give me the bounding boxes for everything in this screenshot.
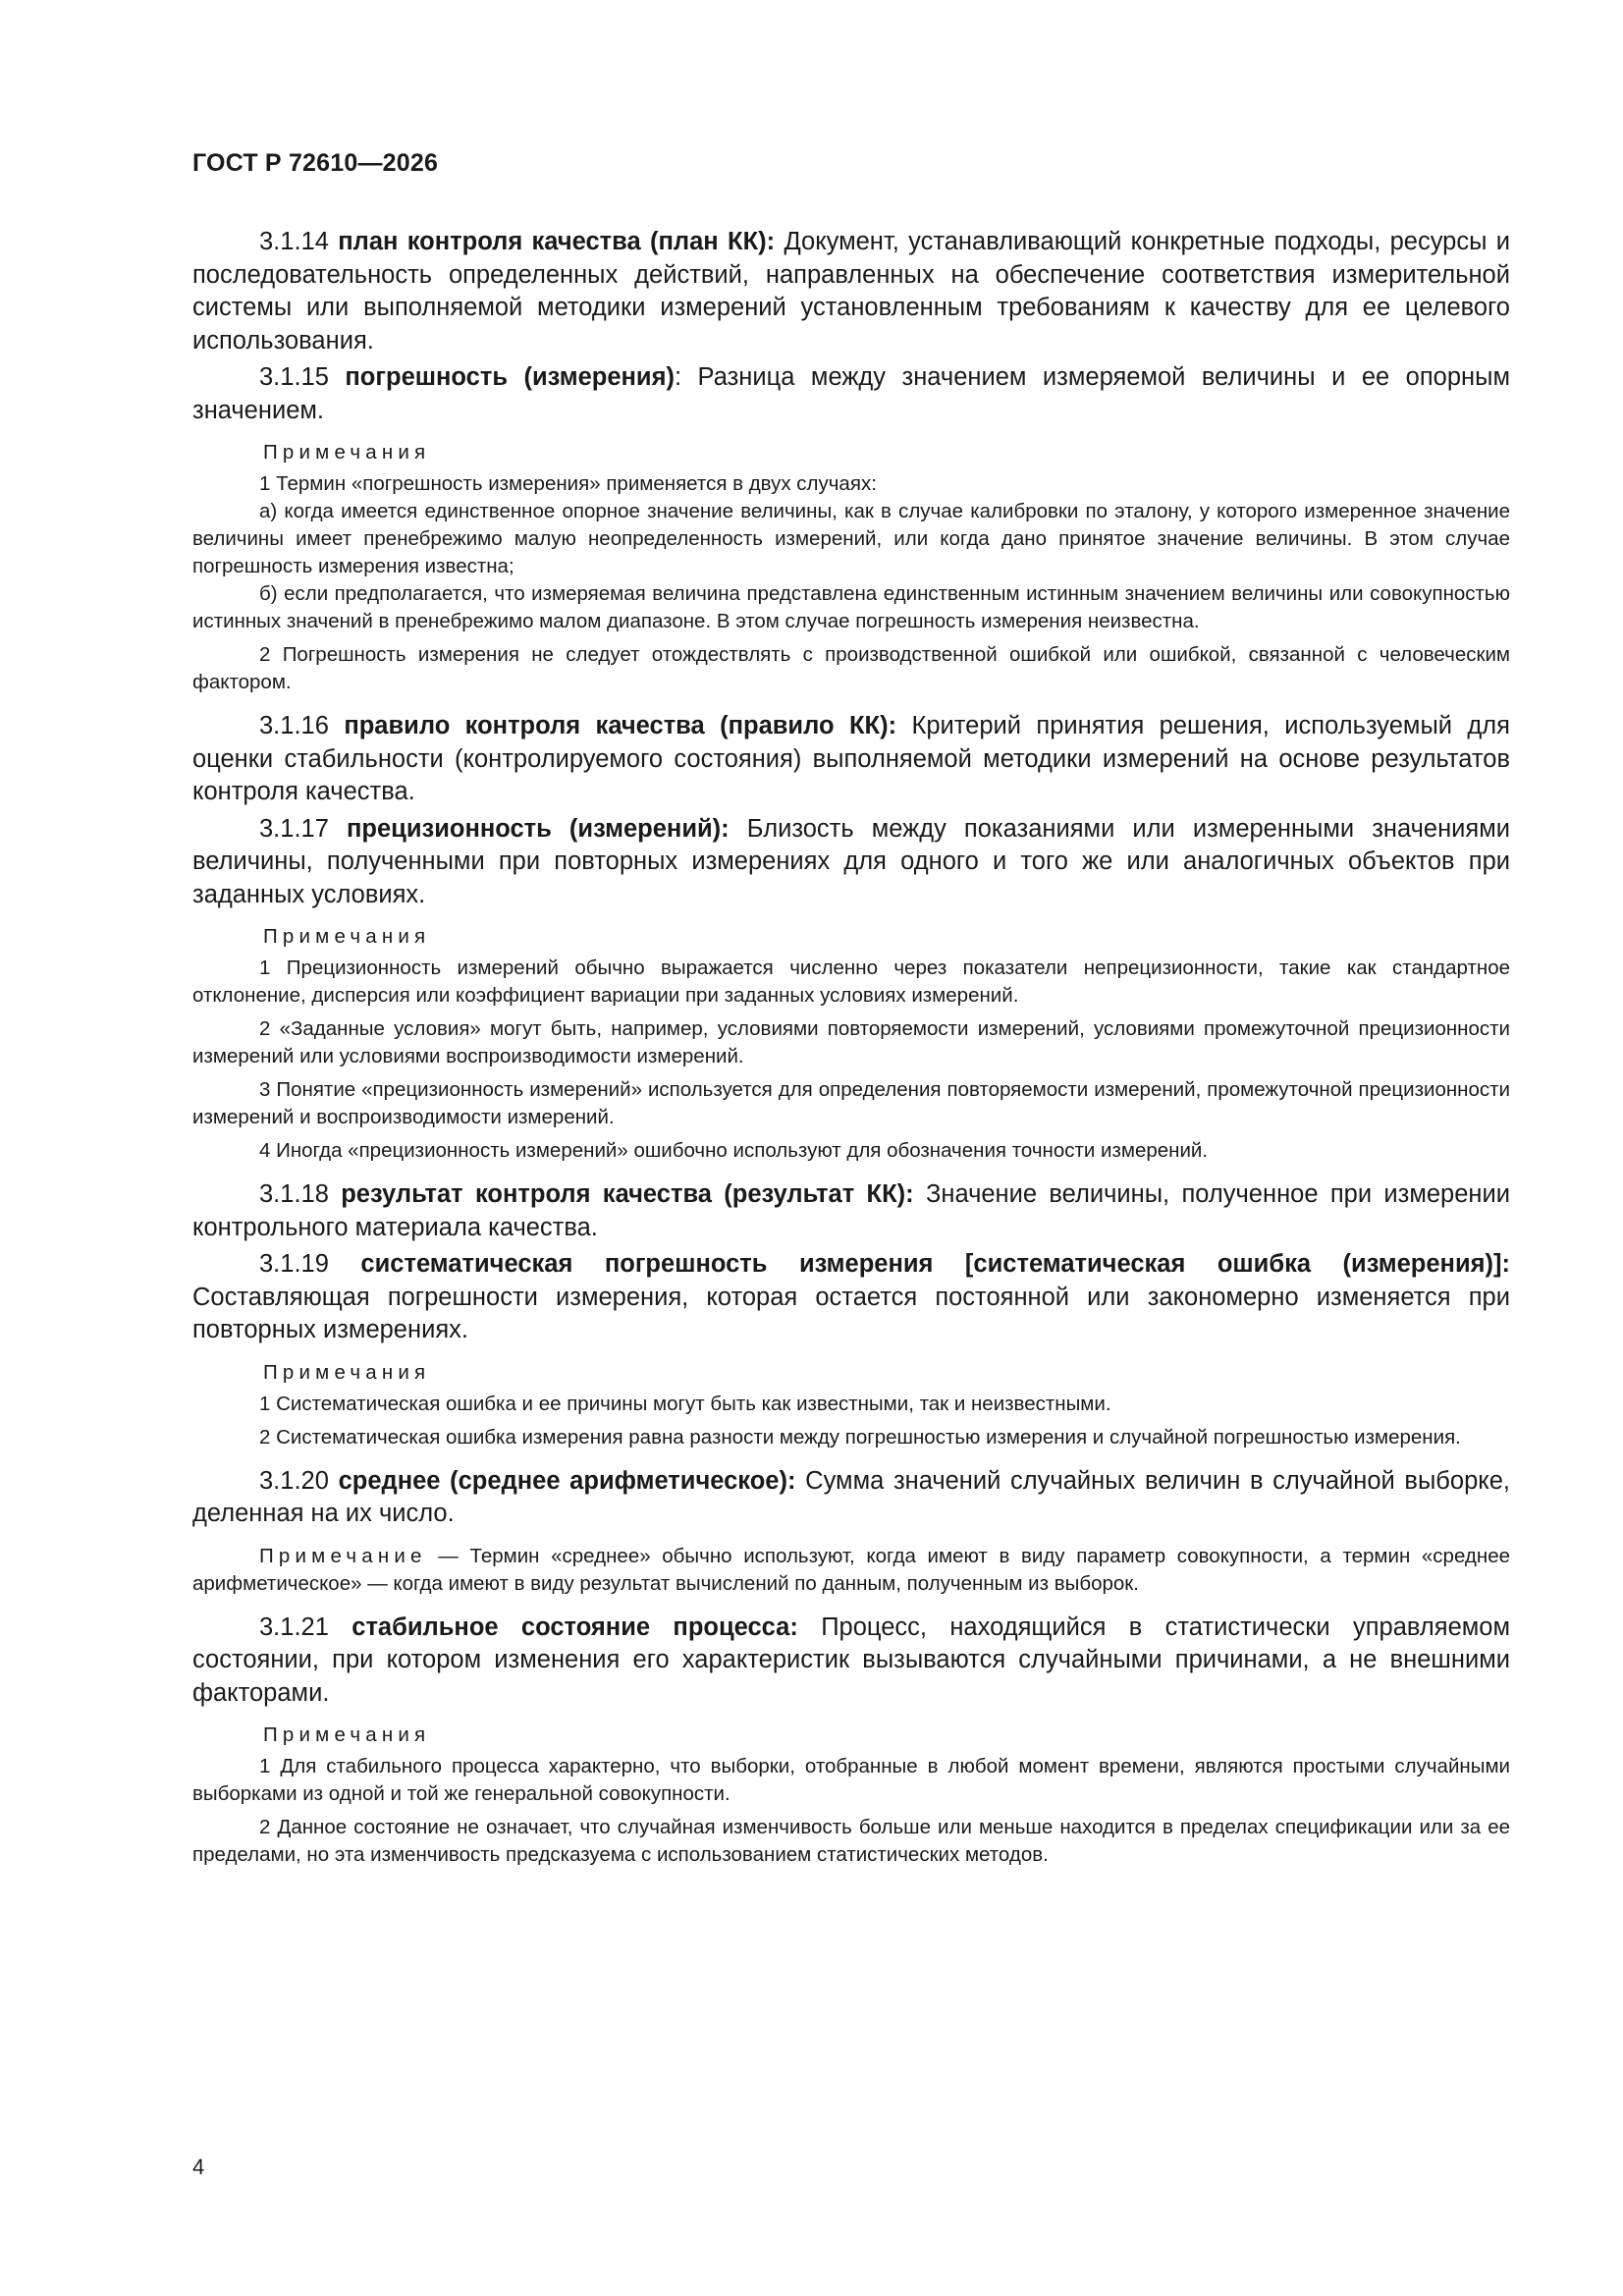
- term-number: 3.1.16: [259, 712, 329, 739]
- term-number: 3.1.18: [259, 1180, 329, 1208]
- term-title: стабильное состояние процесса:: [352, 1613, 798, 1641]
- note-item: 2 Данное состояние не означает, что случайная изменчивость больше или меньше находится в пределах спецификации или за ее пределами, но эта изменчивость предсказуема с использованием статистических методов.: [192, 1816, 1510, 1866]
- term-definition: Документ, устанавливающий конкретные подходы, ресурсы и последовательность определенных действий, направленных на обеспечение соответствия измерительной системы или выполняемой методики измерений установленным требованиям к качеству для ее целевого использования.: [192, 228, 1511, 355]
- note-item: 3 Понятие «прецизионность измерений» используется для определения повторяемости измерений, промежуточной прецизионности измерений и воспроизводимости измерений.: [192, 1078, 1510, 1128]
- term-title: правило контроля качества (правило КК):: [344, 712, 897, 739]
- note-label: Примечание: [259, 1544, 427, 1567]
- note-item: 1 Для стабильного процесса характерно, что выборки, отобранные в любой момент времени, являются простыми случайными выборками из одной и той же генеральной совокупности.: [192, 1755, 1510, 1805]
- term-definition: Критерий принятия решения, используемый для оценки стабильности (контролируемого состояния) выполняемой методики измерений на основе результатов контроля качества.: [192, 712, 1510, 805]
- note-item: 1 Систематическая ошибка и ее причины могут быть как известными, так и неизвестными.: [259, 1392, 1111, 1415]
- notes-heading: Примечания: [263, 925, 431, 948]
- term-definition: Значение величины, полученное при измерении контрольного материала качества.: [192, 1180, 1510, 1241]
- single-note: [192, 1543, 1510, 1598]
- term-definition: Составляющая погрешности измерения, которая остается постоянной или закономерно изменяется при повторных измерениях.: [192, 1283, 1510, 1343]
- term-number: 3.1.17: [259, 814, 329, 843]
- note-text: — Термин «среднее» обычно используют, когда имеют в виду параметр совокупности, а термин «среднее арифметическое» — когда имеют в виду результат вычислений по данным, полученным из выборок.: [192, 1544, 1510, 1595]
- term-title: систематическая погрешность измерения [систематическая ошибка (измерения)]:: [360, 1250, 1510, 1278]
- term-title: результат контроля качества (результат КК):: [341, 1180, 914, 1208]
- document-code-header: ГОСТ Р 72610—2026: [192, 149, 439, 177]
- term-3-1-20: [192, 1465, 1510, 1531]
- term-number: 3.1.19: [259, 1250, 329, 1278]
- term-title: прецизионность (измерений):: [347, 814, 730, 843]
- term-number: 3.1.14: [259, 228, 329, 255]
- note-item: 4 Иногда «прецизионность измерений» ошибочно используют для обозначения точности измерений.: [259, 1139, 1209, 1162]
- note-item: 1 Прецизионность измерений обычно выражается численно через показатели непрецизионности, такие как стандартное отклонение, дисперсия или коэффициент вариации при заданных условиях измерений.: [192, 957, 1510, 1007]
- notes-heading: Примечания: [263, 1360, 431, 1384]
- term-number: 3.1.20: [259, 1466, 329, 1495]
- document-body: [192, 226, 1510, 1875]
- term-definition: Сумма значений случайных величин в случайной выборке, деленная на их число.: [192, 1466, 1510, 1527]
- note-item: 2 Погрешность измерения не следует отождествлять с производственной ошибкой или ошибкой, связанной с человеческим фактором.: [192, 643, 1510, 693]
- term-definition: : Разница между значением измеряемой величины и ее опорным значением.: [192, 363, 1510, 424]
- term-3-1-17: [192, 813, 1510, 912]
- term-title: среднее (среднее арифметическое):: [338, 1466, 796, 1495]
- term-number: 3.1.15: [259, 363, 329, 391]
- term-definition: Близость между показаниями или измеренными значениями величины, полученными при повторных измерениях для одного и того же или аналогичных объектов при заданных условиях.: [192, 814, 1510, 908]
- note-item: 2 Систематическая ошибка измерения равна разности между погрешностью измерения и случайной погрешностью измерения.: [259, 1425, 1461, 1449]
- term-3-1-15: [192, 361, 1510, 427]
- term-3-1-18: [192, 1178, 1510, 1244]
- note-item: 2 «Заданные условия» могут быть, например, условиями повторяемости измерений, условиями промежуточной прецизионности измерений или условиями воспроизводимости измерений.: [192, 1017, 1510, 1067]
- term-3-1-16: [192, 710, 1510, 809]
- note-item: 1 Термин «погрешность измерения» применяется в двух случаях:: [259, 472, 877, 495]
- term-3-1-19: [192, 1248, 1510, 1347]
- note-item: а) когда имеется единственное опорное значение величины, как в случае калибровки по эталону, у которого измеренное значение величины имеет пренебрежимо малую неопределенность измерений, или когда дано принятое значение величины. В этом случае погрешность измерения известна;: [192, 500, 1510, 577]
- term-3-1-21: [192, 1612, 1510, 1711]
- term-3-1-14: [192, 226, 1510, 357]
- notes-heading: Примечания: [263, 1723, 431, 1746]
- page-number: 4: [192, 2155, 205, 2179]
- notes-heading: Примечания: [263, 441, 431, 464]
- note-item: б) если предполагается, что измеряемая величина представлена единственным истинным значением величины или совокупностью истинных значений в пренебрежимо малом диапазоне. В этом случае погрешность измерения неизвестна.: [192, 582, 1510, 632]
- term-definition: Процесс, находящийся в статистически управляемом состоянии, при котором изменения его характеристик вызываются случайными причинами, а не внешними факторами.: [192, 1613, 1510, 1707]
- term-number: 3.1.21: [259, 1613, 329, 1641]
- term-title: погрешность (измерения): [345, 363, 675, 391]
- term-title: план контроля качества (план КК):: [338, 228, 776, 255]
